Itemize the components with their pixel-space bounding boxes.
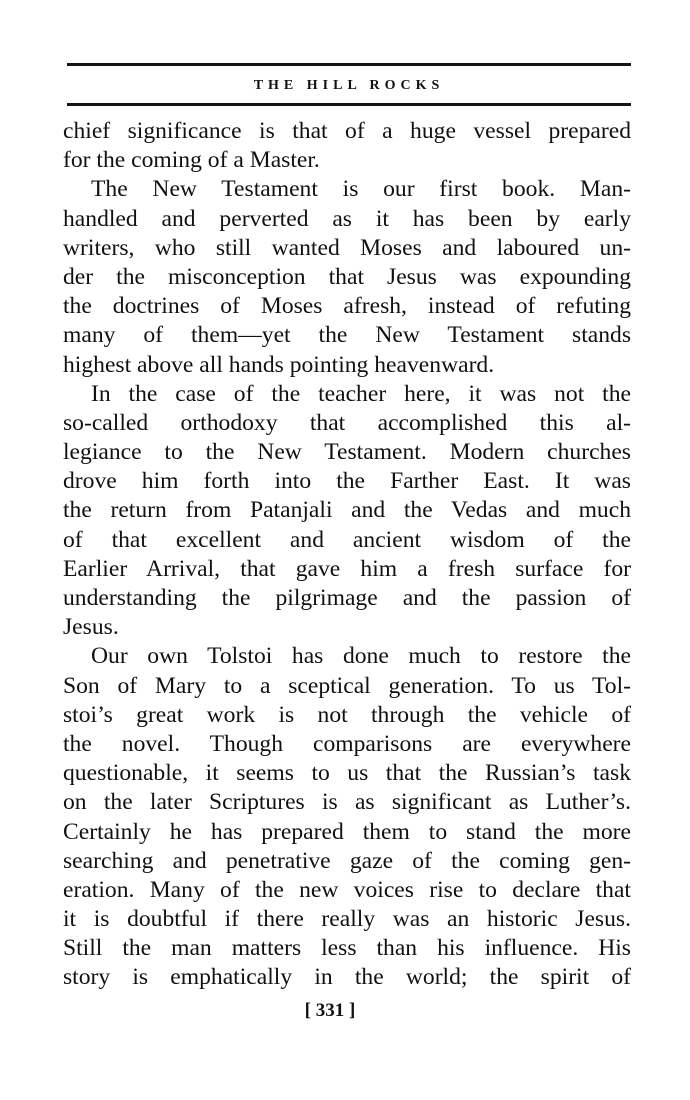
paragraph-1 xyxy=(63,117,631,175)
text-line: the return from Patanjali and the Vedas and much xyxy=(63,497,631,524)
text-line: so-called orthodoxy that accomplished this al- xyxy=(63,409,631,436)
header-bottom-rule xyxy=(67,103,631,106)
text-line: Jesus. xyxy=(63,614,119,641)
header-top-rule xyxy=(67,63,631,66)
text-line: eration. Many of the new voices rise to declare that xyxy=(63,876,631,903)
paragraph-3 xyxy=(63,380,631,643)
text-line: story is emphatically in the world; the spirit of xyxy=(63,964,631,991)
text-line: Our own Tolstoi has done much to restore the xyxy=(91,643,631,670)
text-line: legiance to the New Testament. Modern churches xyxy=(63,439,631,466)
text-line: Certainly he has prepared them to stand the more xyxy=(63,818,631,845)
text-line: on the later Scriptures is as significant as Luther’s. xyxy=(63,789,631,816)
text-line: writers, who still wanted Moses and laboured un- xyxy=(63,234,631,261)
text-line: handled and perverted as it has been by early xyxy=(63,205,631,232)
text-line: der the misconception that Jesus was expounding xyxy=(63,263,631,290)
text-line: for the coming of a Master. xyxy=(63,147,320,174)
body-text xyxy=(63,117,631,993)
paragraph-2 xyxy=(63,175,631,379)
text-line: many of them—yet the New Testament stands xyxy=(63,322,631,349)
text-line: of that excellent and ancient wisdom of the xyxy=(63,526,631,553)
text-line: The New Testament is our first book. Man- xyxy=(91,176,631,203)
text-line: drove him forth into the Farther East. It was xyxy=(63,468,631,495)
text-line: highest above all hands pointing heavenward. xyxy=(63,351,495,378)
text-line: understanding the pilgrimage and the passion of xyxy=(63,585,631,611)
text-line: questionable, it seems to us that the Russian’s task xyxy=(63,760,631,787)
text-line: Still the man matters less than his influence. His xyxy=(63,935,631,962)
page-number: [ 331 ] xyxy=(304,1000,356,1021)
text-line: Earlier Arrival, that gave him a fresh surface for xyxy=(63,555,631,582)
running-head: THE HILL ROCKS xyxy=(253,78,445,93)
text-line: Son of Mary to a sceptical generation. To us Tol- xyxy=(63,672,631,699)
text-line: In the case of the teacher here, it was not the xyxy=(91,380,631,407)
text-line: it is doubtful if there really was an historic Jesus. xyxy=(63,906,631,933)
text-line: chief significance is that of a huge vessel prepared xyxy=(63,118,631,144)
text-line: stoi’s great work is not through the vehicle of xyxy=(63,701,631,728)
paragraph-4 xyxy=(63,642,631,992)
text-line: searching and penetrative gaze of the coming gen- xyxy=(63,847,631,874)
text-line: the novel. Though comparisons are everywhere xyxy=(63,730,631,757)
text-line: the doctrines of Moses afresh, instead of refuting xyxy=(63,293,631,320)
